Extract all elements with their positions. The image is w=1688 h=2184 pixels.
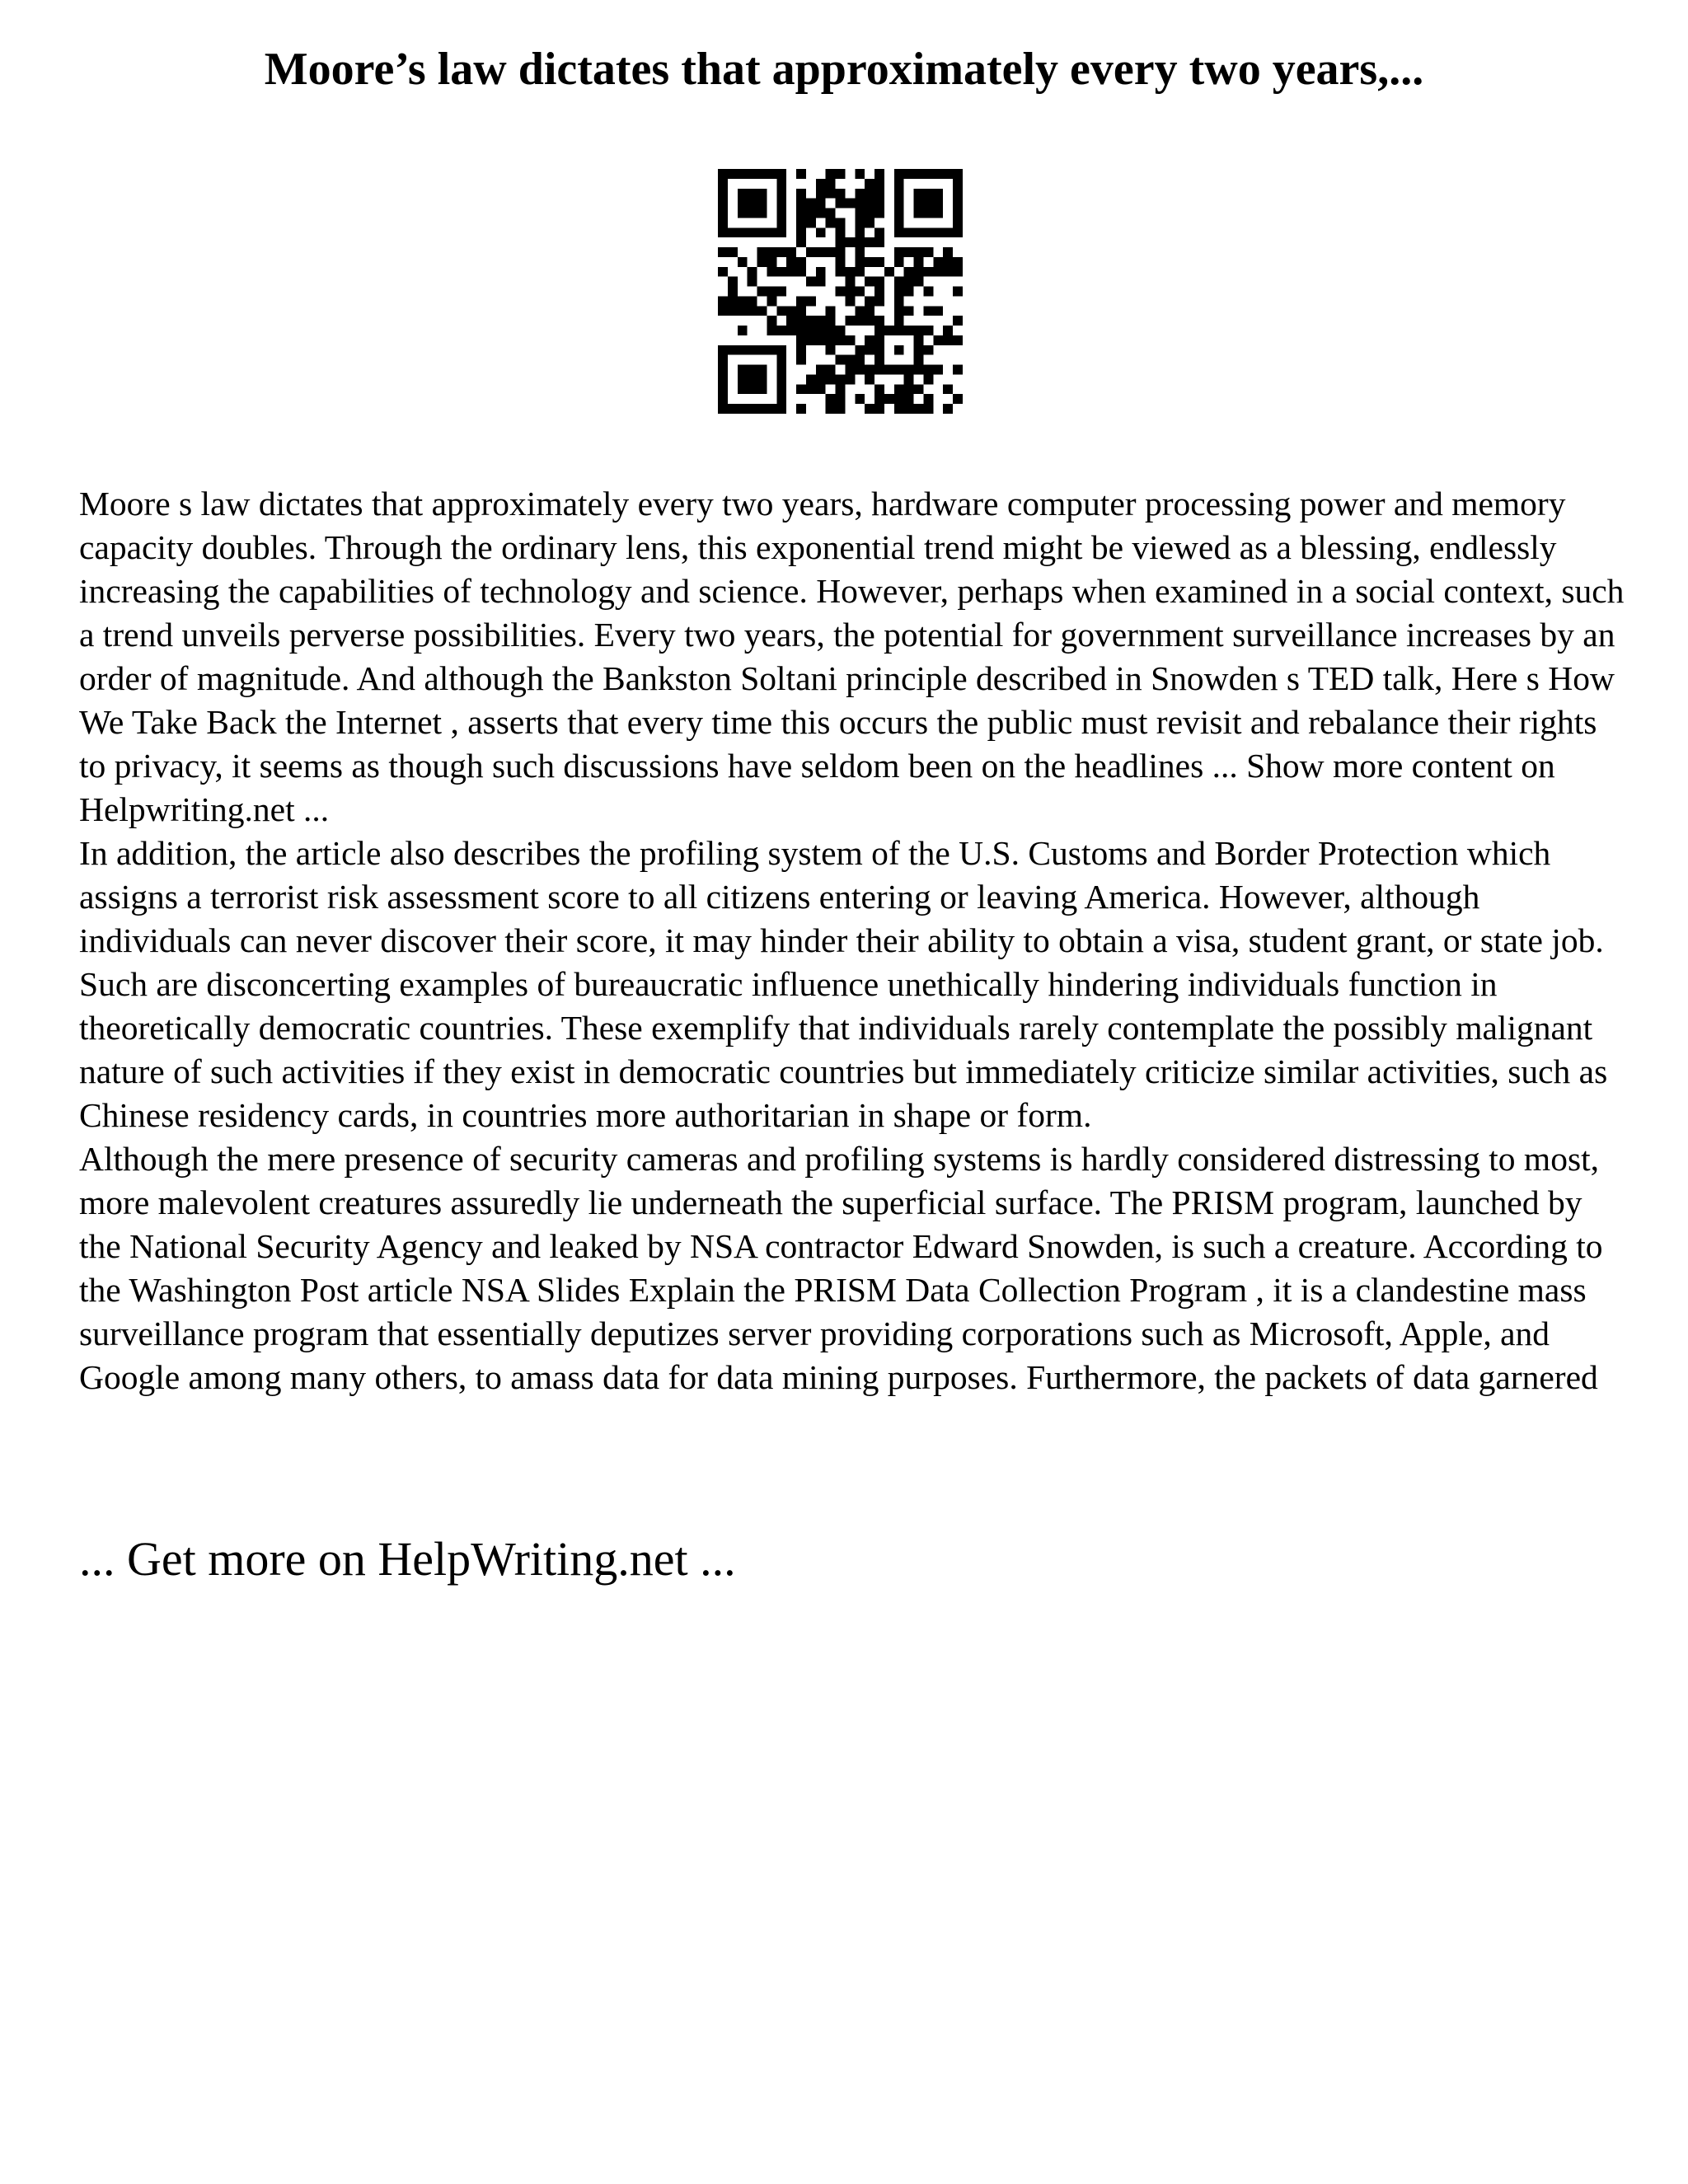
get-more-link[interactable]: ... Get more on HelpWriting.net ... [79, 1532, 736, 1586]
paragraph-2: In addition, the article also describes the profiling system of the U.S. Customs and Border Protection which assigns a terrorist risk assessment score to all citizens entering or leaving America. However, although individuals can never discover their score, it may hinder their ability to obtain a visa, student grant, or state job. Such are disconcerting examples of bureaucratic influence unethically hindering individuals function in theoretically democratic countries. These exemplify that individuals rarely contemplate the possibly malignant nature of such activities if they exist in democratic countries but immediately criticize similar activities, such as Chinese residency cards, in countries more authoritarian in shape or form. [79, 834, 1608, 1134]
qr-code-icon [718, 169, 963, 414]
article-body [79, 482, 1629, 1399]
paragraph-3: Although the mere presence of security cameras and profiling systems is hardly considered distressing to most, more malevolent creatures assuredly lie underneath the superficial surface. The PRISM program, launched by the National Security Agency and leaked by NSA contractor Edward Snowden, is such a creature. According to the Washington Post article NSA Slides Explain the PRISM Data Collection Program , it is a clandestine mass surveillance program that essentially deputizes server providing corporations such as Microsoft, Apple, and Google among many others, to amass data for data mining purposes. Furthermore, the packets of data garnered [79, 1140, 1603, 1396]
paragraph-1: Moore s law dictates that approximately every two years, hardware computer processing power and memory capacity doubles. Through the ordinary lens, this exponential trend might be viewed as a blessing, endlessly increasing the capabilities of technology and science. However, perhaps when examined in a social context, such a trend unveils perverse possibilities. Every two years, the potential for government surveillance increases by an order of magnitude. And although the Bankston Soltani principle described in Snowden s TED talk, Here s How We Take Back the Internet , asserts that every time this occurs the public must revisit and rebalance their rights to privacy, it seems as though such discussions have seldom been on the headlines ... Show more content on Helpwriting.net ... [79, 485, 1625, 828]
page-title: Moore’s law dictates that approximately every two years,... [264, 44, 1424, 95]
